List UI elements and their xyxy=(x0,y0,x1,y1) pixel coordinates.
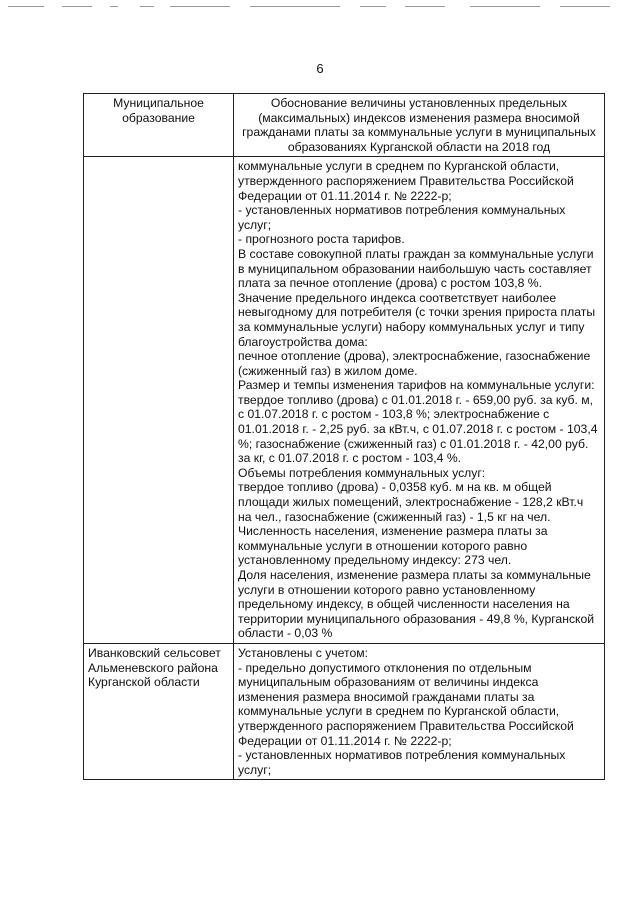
justification-cell xyxy=(234,643,605,779)
justification-paragraph: Численность населения, изменение размера платы за коммунальные услуги в отношении которого равно установленному предельному индексу: 273 чел. xyxy=(238,524,548,568)
justification-paragraph: Установлены с учетом: xyxy=(238,645,368,660)
scan-artifact-line xyxy=(62,6,92,7)
column-header-municipality: Муниципальное образование xyxy=(84,94,234,157)
page-number: 6 xyxy=(316,61,324,76)
justification-paragraph: - установленных нормативов потребления коммунальных услуг; xyxy=(238,203,566,232)
justification-paragraph: - предельно допустимого отклонения по отдельным муниципальным образованиям от величины индекса изменения размера вносимой гражданами платы за коммунальные услуги в среднем по Курганской области, утвержденного распоряжением Правительства Российской Федерации от 01.11.2014 г. № 2222-р; xyxy=(238,660,574,748)
scan-artifact-line xyxy=(170,6,230,7)
scan-artifact-line xyxy=(250,6,340,7)
scan-artifact-line xyxy=(470,6,540,7)
justification-paragraph: твердое топливо (дрова) с 01.01.2018 г. - 659,00 руб. за куб. м, с 01.07.2018 г. с ростом - 103,8 %; электроснабжение с 01.01.2018 г. - 2,25 руб. за кВт.ч, с 01.07.2018 г. с ростом - 103,4 %; газоснабжение (сжиженный газ) с 01.01.2018 г. - 42,00 руб. за кг, с 01.07.2018 г. с ростом - 103,4 %. xyxy=(238,392,598,466)
justification-paragraph: коммунальные услуги в среднем по Курганской области, утвержденного распоряжением Правительства Российской Федерации от 01.11.2014 г. № 2222-р; xyxy=(238,159,574,203)
justification-cell xyxy=(234,157,605,644)
municipality-cell: Иванковский сельсовет Альменевского района Курганской области xyxy=(84,643,234,779)
justification-paragraph: В составе совокупной платы граждан за коммунальные услуги в муниципальном образовании наибольшую часть составляет плата за печное отопление (дрова) с ростом 103,8 %. xyxy=(238,246,594,291)
scan-artifact-line xyxy=(140,6,154,7)
table-row xyxy=(84,157,605,644)
scan-artifact-line xyxy=(360,6,386,7)
justification-paragraph: - установленных нормативов потребления коммунальных услуг; xyxy=(238,748,566,777)
justification-paragraph: Объемы потребления коммунальных услуг: xyxy=(238,465,486,480)
justification-paragraph: печное отопление (дрова), электроснабжение, газоснабжение (сжиженный газ) в жилом доме. xyxy=(238,349,591,378)
justification-paragraph: Значение предельного индекса соответствует наиболее невыгодному для потребителя (с точки зрения прироста платы за коммунальные услуги) набору коммунальных услуг и типу благоустройства дома: xyxy=(238,290,596,349)
column-header-justification: Обоснование величины установленных предельных (максимальных) индексов изменения размера вносимой гражданами платы за коммунальные услуги в муниципальных образованиях Курганской области на 2018 год xyxy=(234,94,605,157)
justification-paragraph: Размер и темпы изменения тарифов на коммунальные услуги: xyxy=(238,378,595,393)
justification-table xyxy=(83,93,605,780)
justification-paragraph: Доля населения, изменение размера платы за коммунальные услуги в отношении которого равно установленному предельному индексу, в общей численности населения на территории муниципального образования - 49,8 %, Курганской области - 0,03 % xyxy=(238,568,595,641)
justification-paragraph: твердое топливо (дрова) - 0,0358 куб. м на кв. м общей площади жилых помещений, электроснабжение - 128,2 кВт.ч на чел., газоснабжение (сжиженный газ) - 1,5 кг на чел. xyxy=(238,480,584,524)
scan-artifact-line xyxy=(560,6,610,7)
municipality-cell xyxy=(84,157,234,644)
table-header-row xyxy=(84,94,605,157)
scan-artifact-line xyxy=(110,6,118,7)
scan-artifact-line xyxy=(405,6,445,7)
justification-paragraph: - прогнозного роста тарифов. xyxy=(238,232,405,247)
table-row xyxy=(84,643,605,779)
scan-artifact-line xyxy=(8,6,44,7)
